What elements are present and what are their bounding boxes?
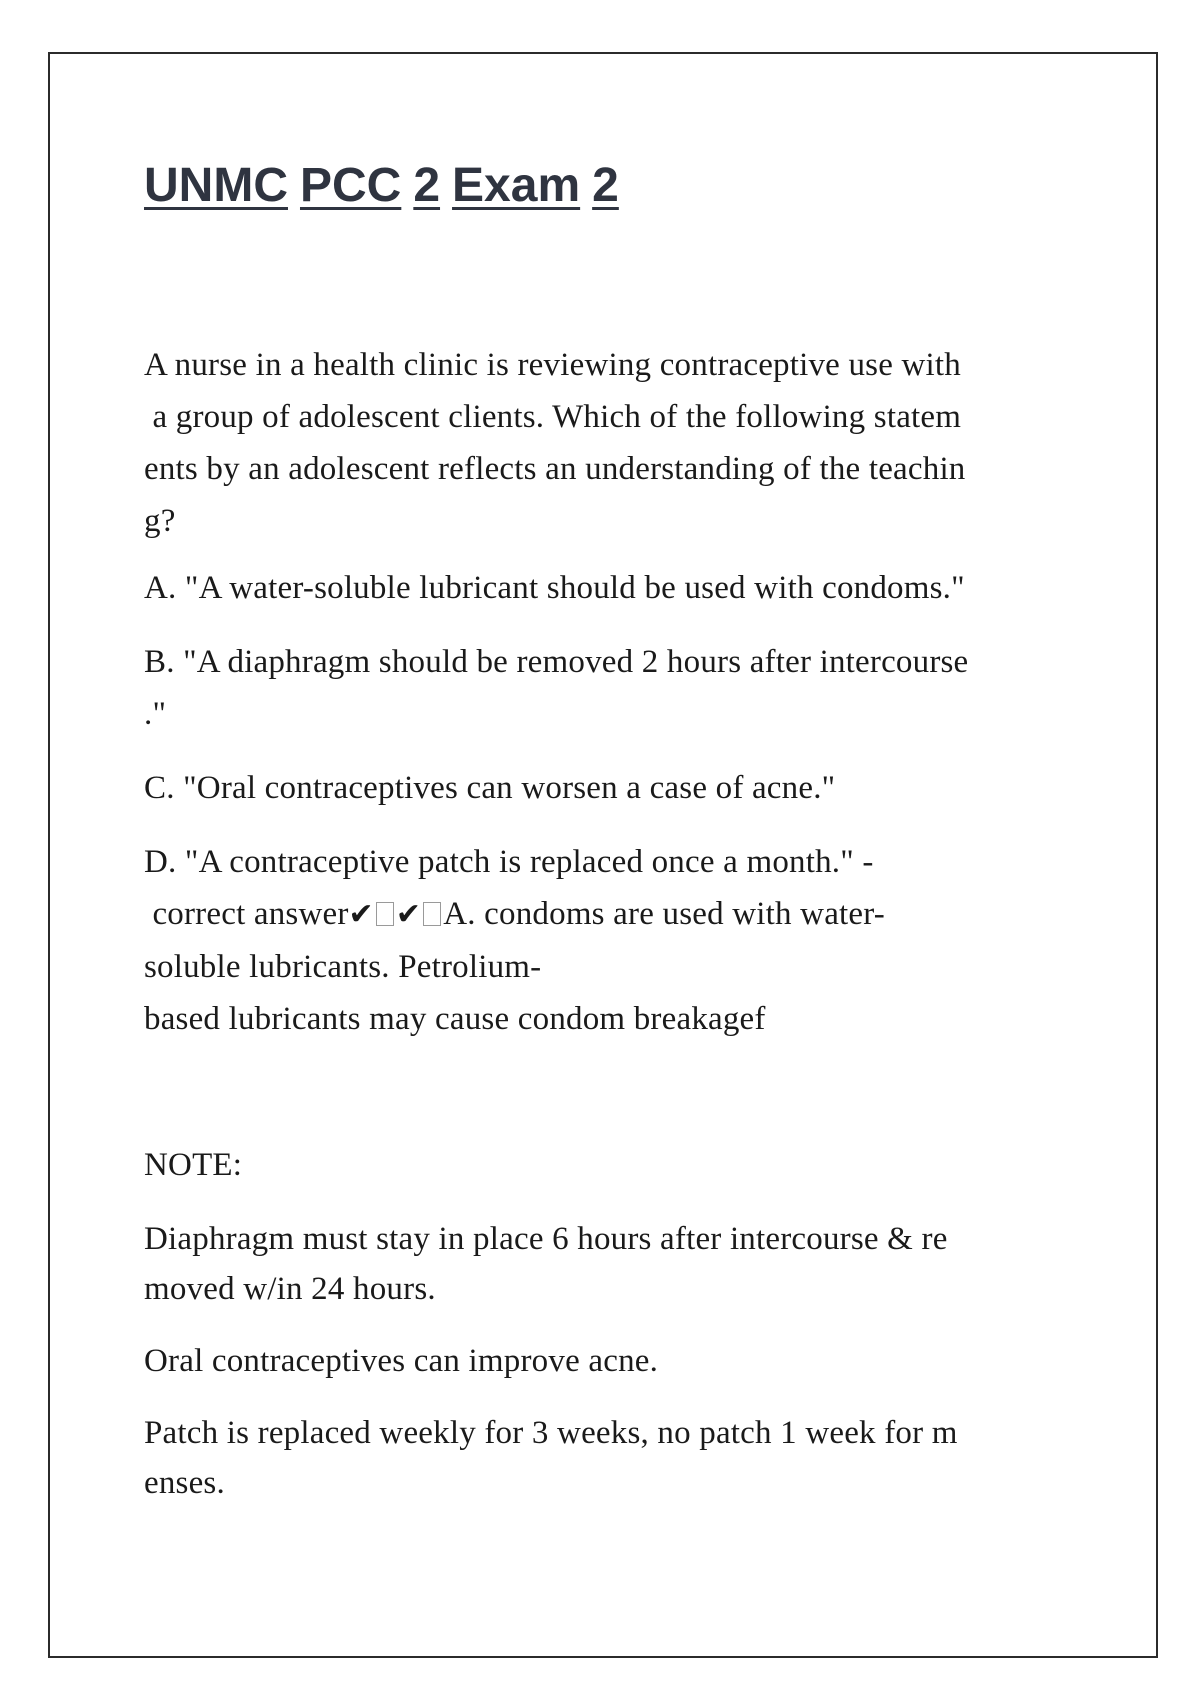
note-heading: NOTE: [144,1147,243,1183]
correct-answer-label: correct answer [144,896,349,932]
title-word: 2 [413,159,441,212]
check-mark-icon: ✔ [395,897,422,932]
option-a [144,562,1084,614]
note-line: Oral contraceptives can improve acne. [144,1343,659,1379]
title-word: Exam [452,159,581,212]
note-item [144,1336,1084,1386]
note-item [144,1408,1084,1508]
answer-options [144,562,1084,1045]
question-line: ents by an adolescent reflects an understanding of the teachin [144,451,966,487]
missing-glyph-box-icon [423,902,441,926]
question-text [144,339,1074,547]
question-line: a group of adolescent clients. Which of the following statem [144,399,962,435]
note-line: moved w/in 24 hours. [144,1271,436,1307]
option-c-text: C. "Oral contraceptives can worsen a case of acne." [144,770,836,806]
note-line: Diaphragm must stay in place 6 hours after intercourse & re [144,1221,948,1257]
option-c [144,762,1084,814]
check-mark-icon: ✔ [348,897,374,932]
option-b-text-line1: B. "A diaphragm should be removed 2 hours after intercourse [144,644,969,680]
option-b-text-line2: ." [144,696,167,732]
note-line: Patch is replaced weekly for 3 weeks, no patch 1 week for m [144,1415,958,1451]
option-a-text: A. "A water-soluble lubricant should be used with condoms." [144,570,965,606]
option-b [144,636,1084,740]
option-d-text-line1: D. "A contraceptive patch is replaced once a month." - [144,844,874,880]
title-word: PCC [299,159,402,212]
page-title [144,156,631,216]
title-word: UNMC [144,159,288,212]
option-d [144,836,1084,1045]
correct-answer-text: A. condoms are used with water- [443,896,885,932]
missing-glyph-box-icon [376,902,394,926]
question-line: A nurse in a health clinic is reviewing contraceptive use with [144,347,961,383]
notes-list [144,1214,1084,1530]
note-item [144,1214,1084,1314]
note-line: enses. [144,1465,225,1501]
title-word: 2 [592,159,619,212]
question-line: g? [144,503,176,539]
rationale-line: soluble lubricants. Petrolium- [144,949,542,985]
rationale-line: based lubricants may cause condom breakagef [144,1001,766,1037]
document-page [48,52,1158,1658]
correct-answer-line [144,888,1084,941]
